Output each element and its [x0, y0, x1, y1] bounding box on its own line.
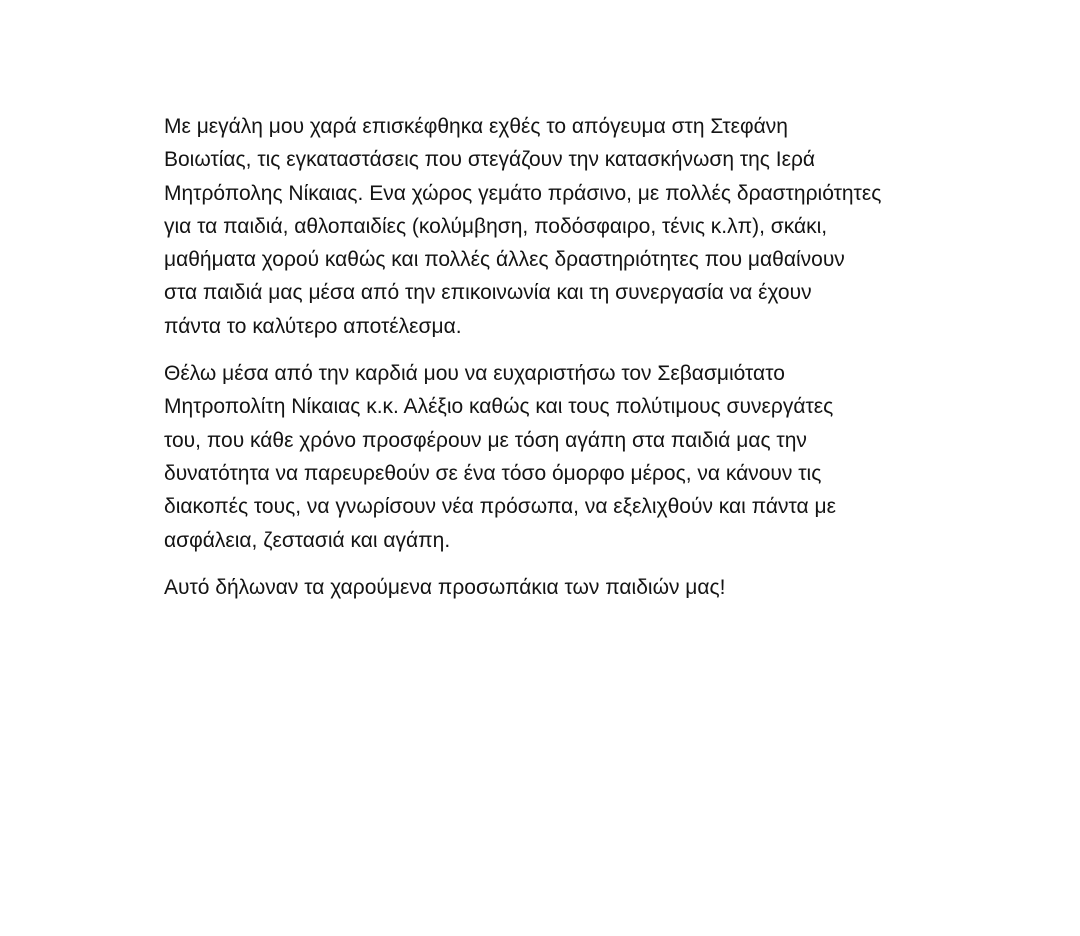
text-line: του, που κάθε χρόνο προσφέρουν με τόση αγάπη στα παιδιά μας την	[164, 428, 807, 452]
paragraph-visit	[164, 110, 979, 343]
text-line: Θέλω μέσα από την καρδιά μου να ευχαριστήσω τον Σεβασμιότατο	[164, 362, 785, 386]
text-line: Αυτό δήλωναν τα χαρούμενα προσωπάκια των παιδιών μας!	[164, 575, 726, 599]
text-line: διακοπές τους, να γνωρίσουν νέα πρόσωπα, να εξελιχθούν και πάντα με	[164, 495, 836, 519]
text-line: μαθήματα χορού καθώς και πολλές άλλες δραστηριότητες που μαθαίνουν	[164, 248, 845, 272]
document-body	[164, 110, 979, 618]
paragraph-thanks	[164, 357, 979, 557]
text-line: πάντα το καλύτερο αποτέλεσμα.	[164, 314, 462, 338]
text-line: Μητροπολίτη Νίκαιας κ.κ. Αλέξιο καθώς και τους πολύτιμους συνεργάτες	[164, 395, 834, 419]
text-line: δυνατότητα να παρευρεθούν σε ένα τόσο όμορφο μέρος, να κάνουν τις	[164, 461, 822, 485]
text-line: ασφάλεια, ζεστασιά και αγάπη.	[164, 528, 451, 552]
text-line: για τα παιδιά, αθλοπαιδίες (κολύμβηση, ποδόσφαιρο, τένις κ.λπ), σκάκι,	[164, 214, 828, 238]
paragraph-closing	[164, 571, 979, 604]
text-line: Μητρόπολης Νίκαιας. Ενα χώρος γεμάτο πράσινο, με πολλές δραστηριότητες	[164, 181, 882, 205]
text-line: Βοιωτίας, τις εγκαταστάσεις που στεγάζουν την κατασκήνωση της Ιερά	[164, 148, 816, 172]
text-line: Με μεγάλη μου χαρά επισκέφθηκα εχθές το απόγευμα στη Στεφάνη	[164, 115, 788, 138]
text-line: στα παιδιά μας μέσα από την επικοινωνία και τη συνεργασία να έχουν	[164, 281, 812, 305]
